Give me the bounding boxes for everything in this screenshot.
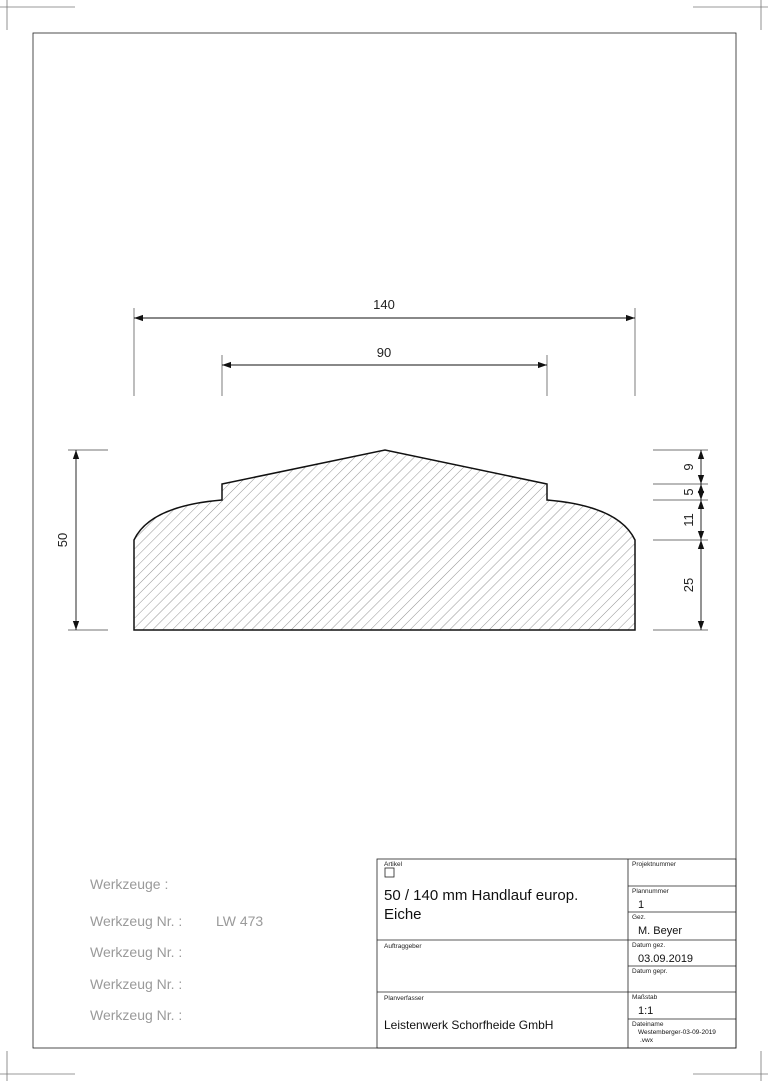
artikel-line-1: 50 / 140 mm Handlauf europ. (384, 887, 579, 904)
artikel-line-2: Eiche (384, 906, 422, 923)
tool-label: Werkzeug Nr. : (90, 1007, 183, 1023)
dim-width-top: 90 (376, 345, 392, 360)
auftraggeber-label: Auftraggeber (384, 943, 422, 950)
planverfasser-value: Leistenwerk Schorfheide GmbH (384, 1018, 554, 1032)
tool-label: Werkzeug Nr. : (90, 944, 183, 960)
dim-seg-1: 9 (681, 463, 696, 471)
massstab-value: 1:1 (638, 1005, 654, 1017)
projektnummer-label: Projektnummer (632, 861, 677, 868)
dateiname-line-1: Westemberger-03-09-2019 (638, 1029, 716, 1036)
dim-seg-3: 11 (681, 513, 696, 527)
dateiname-line-2: .vwx (640, 1037, 653, 1044)
plannummer-value: 1 (638, 899, 645, 911)
tools-heading: Werkzeuge : (90, 876, 169, 892)
tool-row (90, 976, 182, 992)
tool-value: LW 473 (216, 913, 264, 929)
planverfasser-label: Planverfasser (384, 995, 424, 1002)
dim-seg-2: 5 (681, 488, 696, 496)
profile-section (134, 450, 635, 630)
datum-gepr-label: Datum gepr. (632, 968, 668, 975)
tool-row (90, 944, 182, 960)
datum-gez-label: Datum gez. (632, 942, 666, 949)
tool-row (90, 1007, 182, 1023)
gez-label: Gez. (632, 914, 646, 921)
gez-value: M. Beyer (638, 925, 683, 937)
tool-label: Werkzeug Nr. : (90, 913, 183, 929)
massstab-label: Maßstab (632, 994, 658, 1001)
tool-row (90, 913, 264, 929)
dim-height-total: 50 (55, 532, 70, 548)
dateiname-label: Dateiname (632, 1021, 664, 1028)
dim-seg-4: 25 (681, 577, 696, 593)
plannummer-label: Plannummer (632, 888, 669, 895)
dim-width-total: 140 (373, 297, 395, 312)
artikel-label: Artikel (384, 861, 403, 868)
datum-gez-value: 03.09.2019 (638, 953, 694, 965)
checkbox-icon (385, 868, 394, 877)
tool-label: Werkzeug Nr. : (90, 976, 183, 992)
